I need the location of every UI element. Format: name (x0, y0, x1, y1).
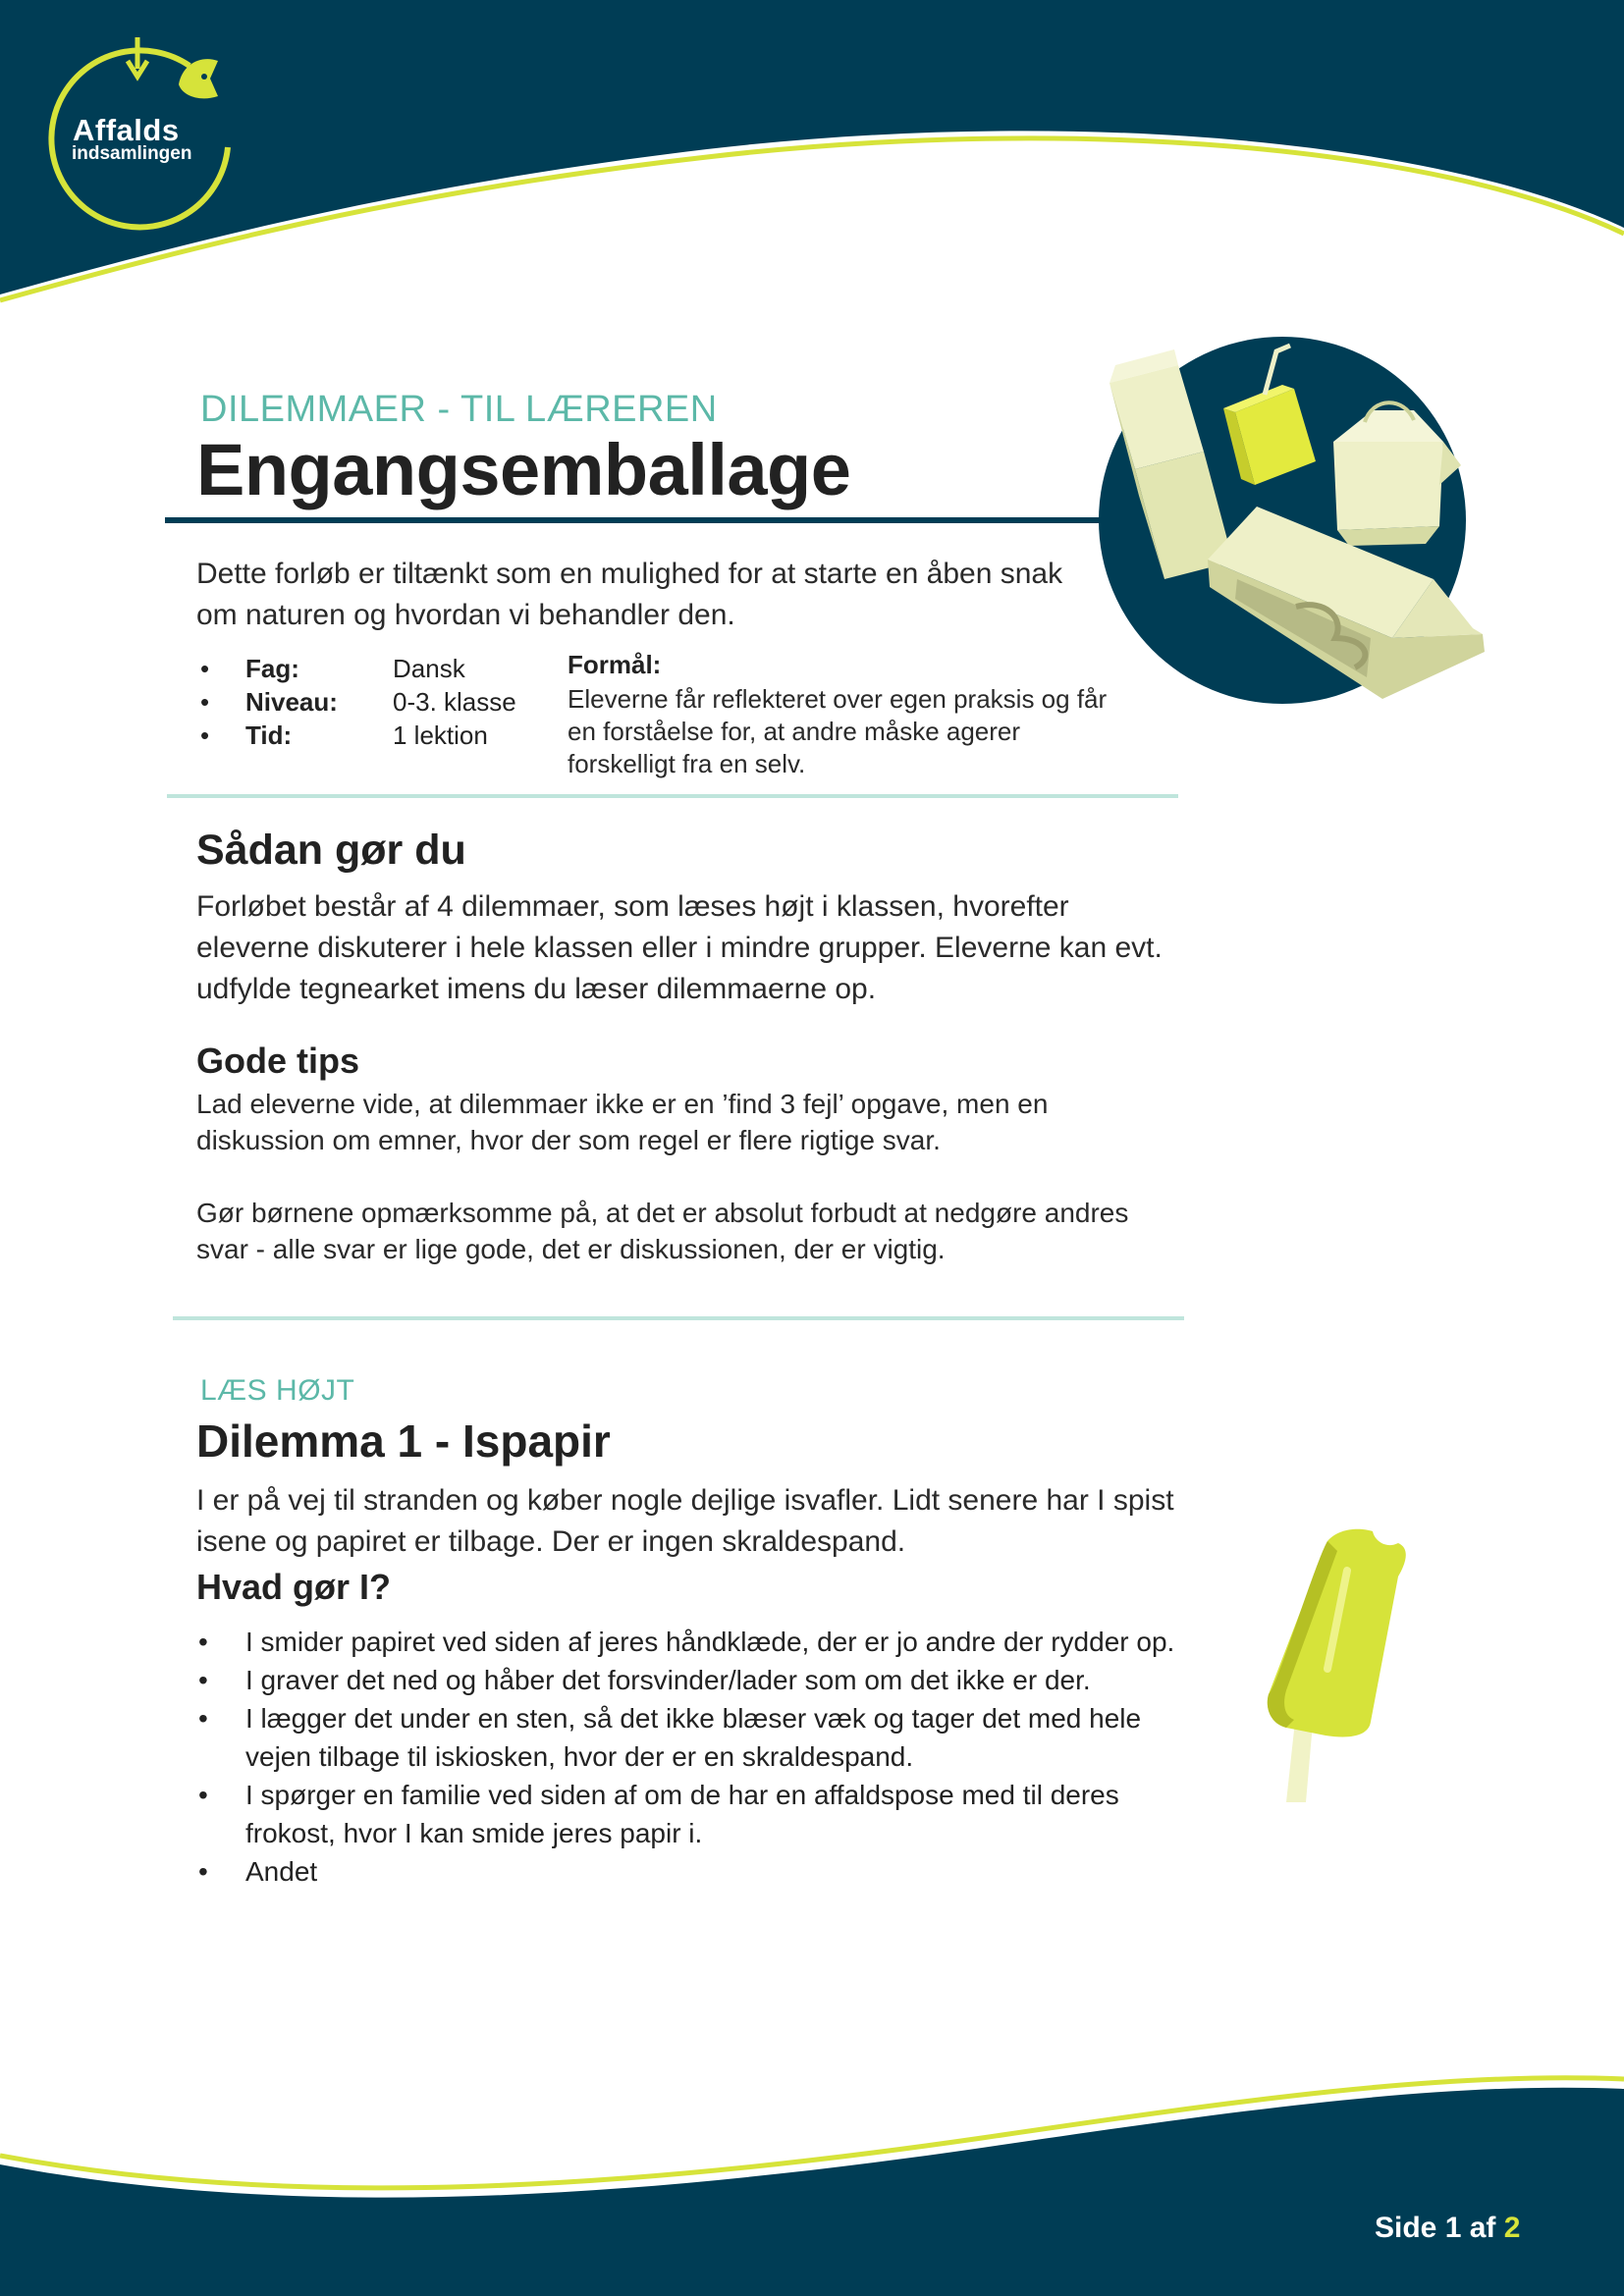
page-number-total: 2 (1503, 2212, 1521, 2244)
tips-paragraph-2: Gør børnene opmærksomme på, at det er absolut forbudt at nedgøre andres svar - alle svar er lige gode, det er diskussionen, der er vigtig. (196, 1198, 1129, 1264)
how-to-title: Sådan gør du (196, 827, 466, 874)
info-item (245, 719, 569, 752)
info-item (245, 685, 569, 719)
page-number (1375, 2212, 1520, 2245)
list-item: • Andet (245, 1852, 1188, 1891)
tips-paragraph-1: Lad eleverne vide, at dilemmaer ikke er en ’find 3 fejl’ opgave, men en diskussion om emner, hvor der som regel er flere rigtige svar. (196, 1089, 1049, 1155)
how-to-text: Forløbet består af 4 dilemmaer, som læses højt i klassen, hvorefter eleverne diskuterer i hele klassen eller i mindre grupper. Eleverne kan evt. udfylde tegnearket imens du læser dilemmaerne op. (196, 890, 1163, 1005)
page-number-prefix: Side 1 af (1375, 2212, 1504, 2244)
popsicle-illustration (1268, 1529, 1406, 1802)
dilemma-text: I er på vej til stranden og køber nogle dejlige isvafler. Lidt senere har I spist isene og papiret er tilbage. Der er ingen skraldespand. (196, 1484, 1174, 1558)
logo-subword: indsamlingen (72, 143, 192, 164)
packaging-illustration (1099, 337, 1485, 704)
dilemma-title: Dilemma 1 - Ispapir (196, 1415, 611, 1467)
section-eyebrow: DILEMMAER - TIL LÆREREN (200, 389, 718, 430)
info-key: Tid: (245, 721, 293, 750)
logo-wordmark: Affalds (73, 113, 180, 147)
info-value: Dansk (393, 654, 465, 683)
options-list (245, 1623, 1188, 1891)
question-title: Hvad gør I? (196, 1567, 392, 1607)
list-item: • I spørger en familie ved siden af om de har en affaldspose med til deres frokost, hvor I kan smide jeres papir i. (245, 1776, 1188, 1852)
list-item: • I graver det ned og håber det forsvinder/lader som om det ikke er der. (245, 1661, 1188, 1699)
intro-text: Dette forløb er tiltænkt som en mulighed for at starte en åben snak om naturen og hvordan vi behandler den. (196, 558, 1063, 631)
info-list (245, 652, 569, 752)
page-title: Engangsemballage (196, 429, 851, 510)
dilemma-eyebrow: LÆS HØJT (200, 1374, 355, 1407)
info-key: Niveau: (245, 687, 338, 717)
list-item: • I lægger det under en sten, så det ikke blæser væk og tager det med hele vejen tilbage til iskiosken, hvor der er en skraldespand. (245, 1699, 1188, 1776)
info-value: 1 lektion (393, 721, 488, 750)
tips-title: Gode tips (196, 1041, 360, 1081)
info-key: Fag: (245, 654, 299, 683)
info-value: 0-3. klasse (393, 687, 516, 717)
purpose-text: Eleverne får reflekteret over egen praksis og får en forståelse for, at andre måske agerer forskelligt fra en selv. (568, 684, 1108, 778)
info-item (245, 652, 569, 685)
purpose-label: Formål: (568, 650, 662, 679)
footer-wave (0, 2088, 1624, 2296)
list-item: • I smider papiret ved siden af jeres håndklæde, der er jo andre der rydder op. (245, 1623, 1188, 1661)
